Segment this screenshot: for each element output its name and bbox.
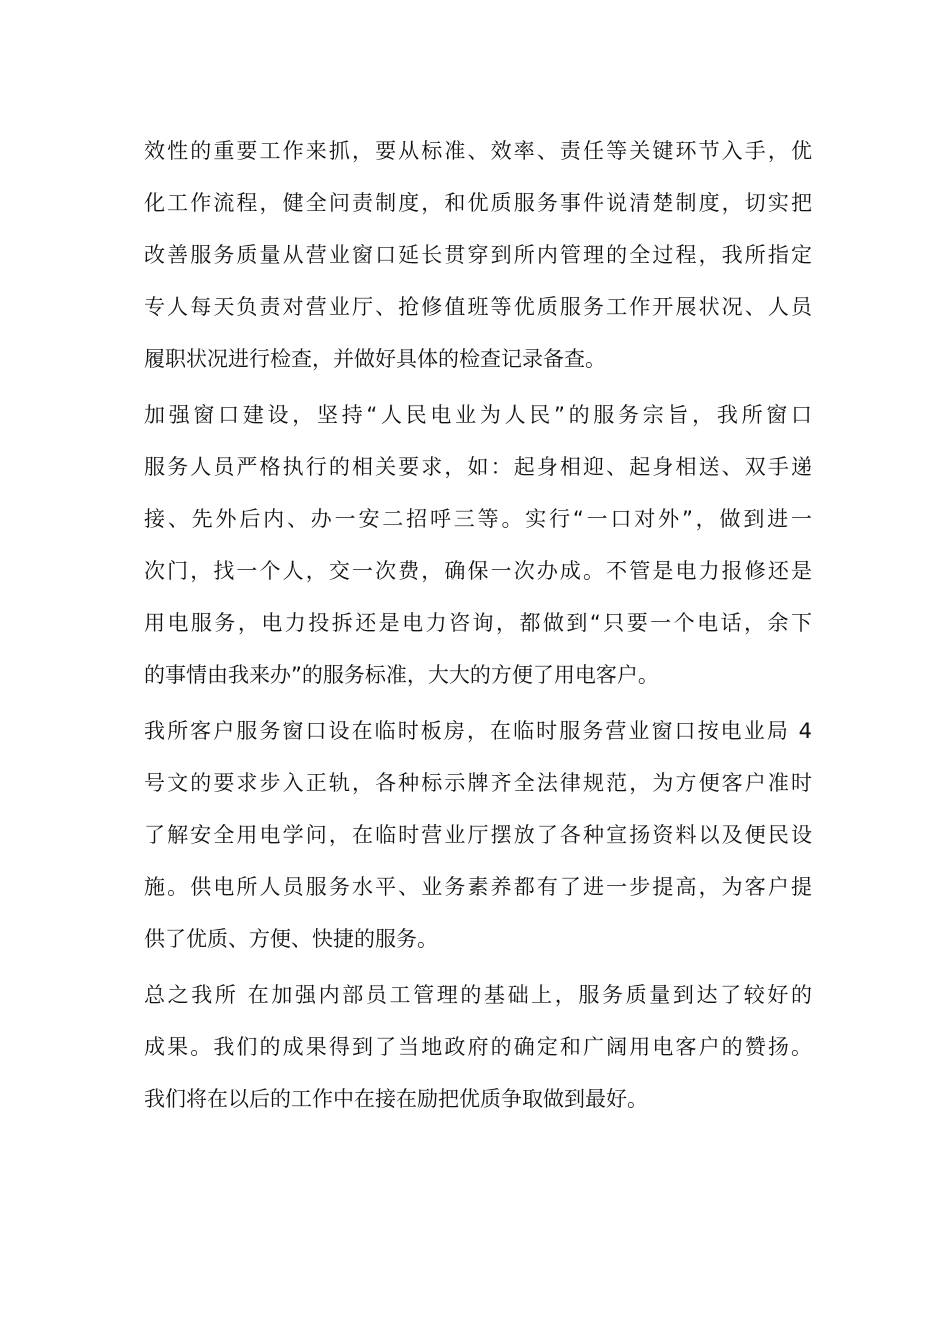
text-line: 改善服务质量从营业窗口延长贯穿到所内管理的全过程，我所指定 [144, 243, 812, 267]
text-line: 的事情由我来办”的服务标准，大大的方便了用电客户。 [144, 663, 659, 687]
text-line: 号文的要求步入正轨，各种标示牌齐全法律规范，为方便客户准时 [144, 771, 812, 795]
text-line: 化工作流程，健全问责制度，和优质服务事件说清楚制度，切实把 [144, 191, 812, 215]
text-line: 成果。我们的成果得到了当地政府的确定和广阔用电客户的赞扬。 [144, 1035, 812, 1059]
paragraph-4 [144, 969, 812, 1125]
text-line: 服务人员严格执行的相关要求，如：起身相迎、起身相送、双手递 [144, 455, 812, 479]
text-line: 履职状况进行检查，并做好具体的检查记录备查。 [144, 347, 606, 371]
paragraph-2 [144, 389, 812, 701]
text-line: 了解安全用电学问，在临时营业厅摆放了各种宣扬资料以及便民设 [144, 823, 812, 847]
text-line: 用电服务，电力投拆还是电力咨询，都做到“只要一个电话，余下 [144, 611, 812, 635]
paragraph-3 [144, 705, 812, 965]
text-line: 总之我所 在加强内部员工管理的基础上，服务质量到达了较好的 [144, 983, 812, 1007]
text-line: 次门，找一个人，交一次费，确保一次办成。不管是电力报修还是 [144, 559, 812, 583]
text-line: 效性的重要工作来抓，要从标准、效率、责任等关键环节入手，优 [144, 139, 812, 163]
text-line: 我们将在以后的工作中在接在励把优质争取做到最好。 [144, 1087, 648, 1111]
text-line: 我所客户服务窗口设在临时板房，在临时服务营业窗口按电业局 4 [144, 719, 812, 743]
document-body [144, 125, 812, 1125]
text-line: 施。供电所人员服务水平、业务素养都有了进一步提高，为客户提 [144, 875, 812, 899]
text-line: 专人每天负责对营业厅、抢修值班等优质服务工作开展状况、人员 [144, 295, 812, 319]
paragraph-1 [144, 125, 812, 385]
text-line: 加强窗口建设，坚持“人民电业为人民”的服务宗旨，我所窗口 [144, 403, 812, 427]
text-line: 接、先外后内、办一安二招呼三等。实行“一口对外”，做到进一 [144, 507, 812, 531]
text-line: 供了优质、方便、快捷的服务。 [144, 927, 438, 951]
